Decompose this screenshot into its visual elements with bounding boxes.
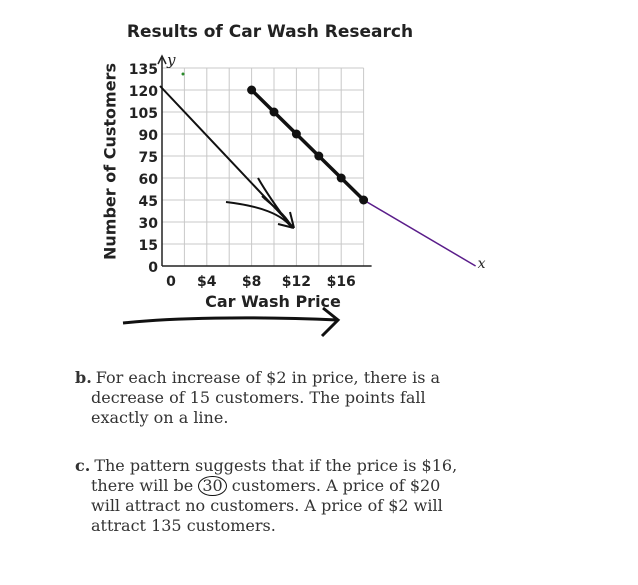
- y-axis-title: Number of Customers: [100, 63, 120, 260]
- data-point: [359, 195, 368, 204]
- x-axis-title: Car Wash Price: [205, 292, 341, 311]
- chart-grid: [162, 68, 364, 266]
- handwritten-underline-arrow: [123, 308, 338, 336]
- chart-ticks: [129, 62, 356, 290]
- y-tick-label: 120: [128, 83, 158, 100]
- y-tick-label: 90: [138, 127, 158, 144]
- answer-b-line-3: exactly on a line.: [91, 408, 229, 427]
- answer-b: [75, 368, 595, 428]
- y-tick-label: 135: [128, 61, 158, 78]
- answer-c-line-2-before: there will be: [91, 476, 194, 495]
- y-tick-label: 105: [128, 105, 158, 122]
- circled-value: 30: [198, 476, 226, 496]
- y-tick-label: 0: [148, 260, 158, 276]
- y-tick-label: 75: [138, 149, 158, 166]
- answer-c-line-2: [75, 476, 595, 496]
- x-tick-label: $8: [241, 274, 262, 290]
- x-tick-label: 0: [166, 274, 176, 290]
- x-tick-label: $12: [281, 274, 312, 290]
- answer-b-letter: b.: [75, 368, 92, 387]
- y-axis-letter: y: [167, 50, 176, 69]
- series-line: [252, 90, 364, 200]
- green-dot: [182, 73, 185, 76]
- answer-c-line-2-after: customers. A price of $20: [231, 476, 441, 495]
- data-point: [314, 151, 323, 160]
- answer-c-letter: c.: [75, 456, 91, 475]
- y-tick-label: 30: [138, 215, 158, 232]
- x-tick-label: $4: [197, 274, 217, 290]
- answer-c-line-3: will attract no customers. A price of $2 will: [91, 496, 443, 515]
- handwritten-scribble-arrow: [226, 178, 292, 228]
- y-tick-label: 45: [138, 193, 158, 210]
- chart-title: Results of Car Wash Research: [126, 22, 414, 42]
- data-point: [247, 85, 256, 94]
- answer-c-line-1: The pattern suggests that if the price is $16,: [94, 456, 458, 475]
- data-point: [292, 129, 301, 138]
- answer-c: [75, 456, 595, 536]
- y-tick-label: 60: [138, 171, 158, 188]
- data-point: [270, 107, 279, 116]
- answer-b-line-2: decrease of 15 customers. The points fall: [91, 388, 426, 407]
- y-tick-label: 15: [138, 237, 158, 254]
- answer-c-line-4: attract 135 customers.: [91, 516, 276, 535]
- x-tick-label: $16: [326, 274, 356, 290]
- extension-line: [364, 200, 476, 266]
- answer-b-line-1: For each increase of $2 in price, there is a: [95, 368, 441, 387]
- x-axis-letter: x: [477, 256, 486, 272]
- data-point: [337, 173, 346, 182]
- answers-section: [75, 368, 595, 564]
- chart-axes: [158, 51, 372, 266]
